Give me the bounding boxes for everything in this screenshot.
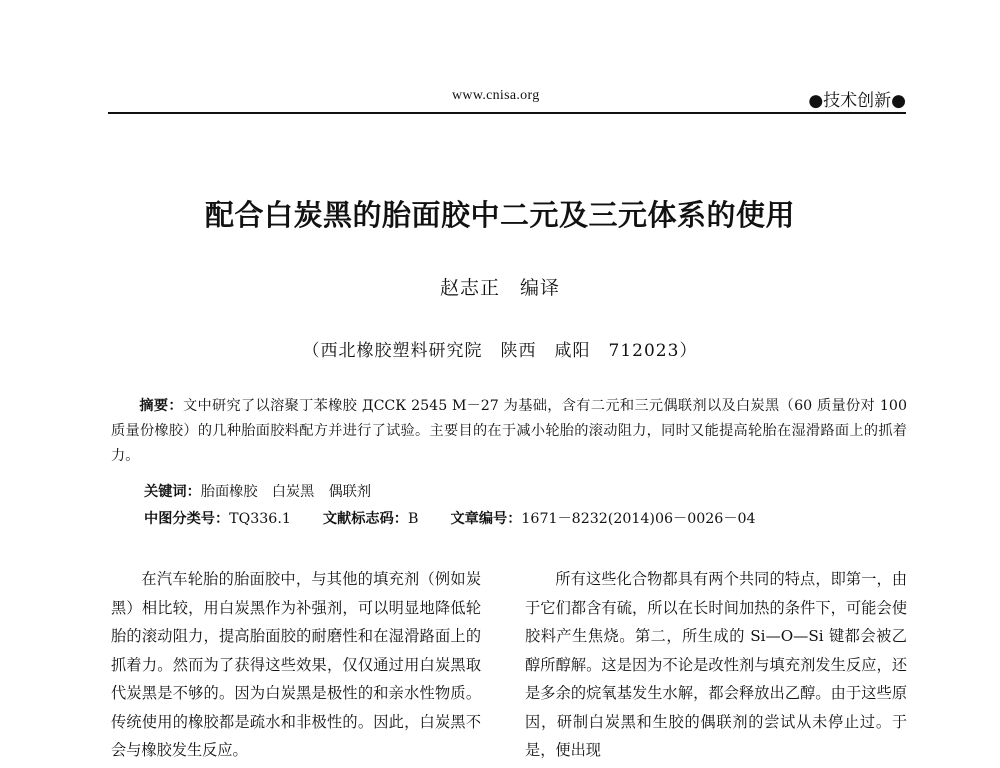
article-author: 赵志正 编译 [439,277,560,299]
author-affiliation: （西北橡胶塑料研究院 陕西 咸阳 712023） [302,341,698,361]
body-column-right [525,565,907,765]
keywords-line [144,481,904,503]
keywords-label: 关键词： [144,484,201,500]
header-url: www.cnisa.org [452,88,540,103]
abstract-text: 文中研究了以溶聚丁苯橡胶 ДССК 2545 М－27 为基础，含有二元和三元偶联剂以及白炭黑（60 质量份对 100 质量份橡胶）的几种胎面胶料配方并进行了试验。主要目的在于减小轮胎的滚动阻力，同时又能提高轮胎在湿滑路面上的抓着力。 [111,398,907,464]
body-column-left [111,565,481,765]
doc-code-label: 文献标志码： [322,511,408,527]
classification-line [144,508,904,530]
article-number-value: 1671－8232(2014)06－0026－04 [521,511,756,527]
class-value: TQ336.1 [229,511,291,527]
header-divider [108,112,906,114]
doc-code-value: B [408,511,419,527]
article-title: 配合白炭黑的胎面胶中二元及三元体系的使用 [204,198,795,232]
body-paragraph: 在汽车轮胎的胎面胶中，与其他的填充剂（例如炭黑）相比较，用白炭黑作为补强剂，可以明显地降低轮胎的滚动阻力，提高胎面胶的耐磨性和在湿滑路面上的抓着力。然而为了获得这些效果，仅仅通过用白炭黑取代炭黑是不够的。因为白炭黑是极性的和亲水性物质。传统使用的橡胶都是疏水和非极性的。因此，白炭黑不会与橡胶发生反应。 [111,570,481,759]
section-label: ●技术创新● [808,91,906,111]
abstract [111,394,907,469]
abstract-label: 摘要： [139,398,183,414]
article-number-label: 文章编号： [450,511,522,527]
body-paragraph: 所有这些化合物都具有两个共同的特点，即第一，由于它们都含有硫，所以在长时间加热的条件下，可能会使胶料产生焦烧。第二，所生成的 Si—O—Si 键都会被乙醇所醇解。这是因为不论是改性剂与填充剂发生反应，还是多余的烷氧基发生水解，都会释放出乙醇。由于这些原因，研制白炭黑和生胶的偶联剂的尝试从未停止过。于是，便出现 [525,570,907,759]
keywords-value: 胎面橡胶 白炭黑 偶联剂 [200,484,372,500]
class-label: 中图分类号： [144,511,230,527]
